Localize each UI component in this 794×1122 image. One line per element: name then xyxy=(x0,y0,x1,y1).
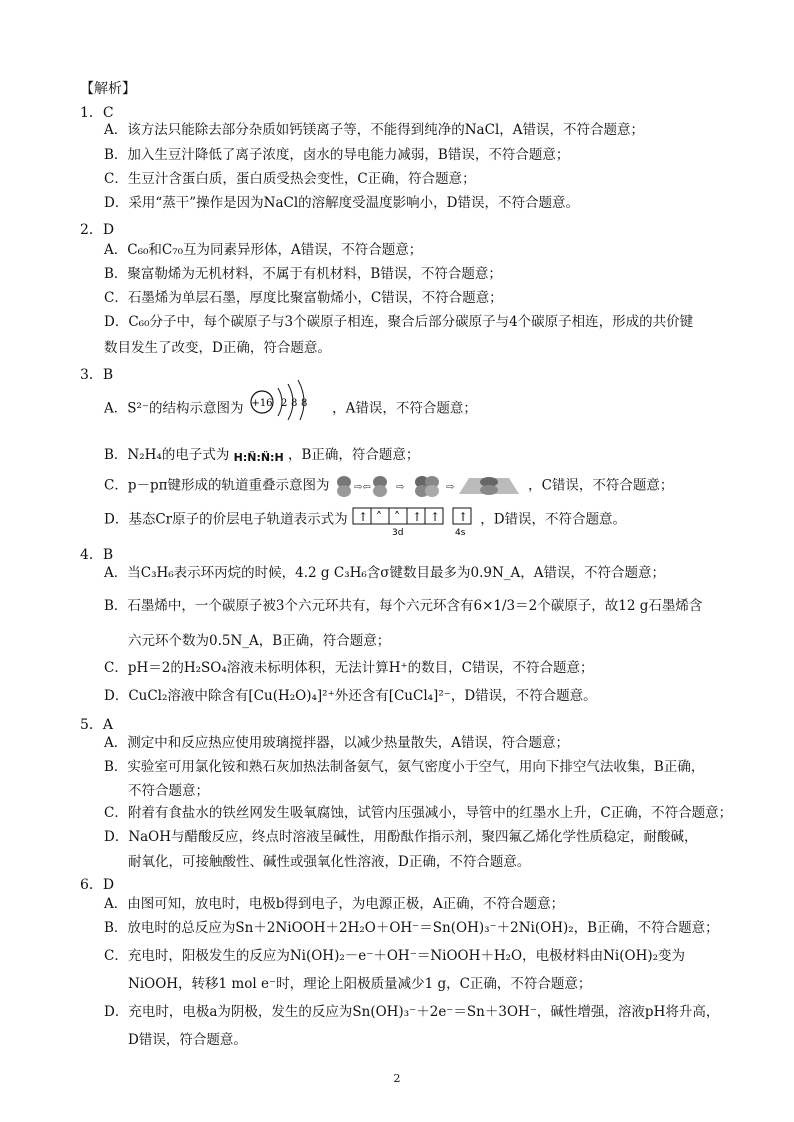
q6-option-c-continued: NiOOH，转移1 mol e⁻时，理论上阳极质量减少1 g，C正确，不符合题意； xyxy=(128,976,592,992)
q2-option-c: C．石墨烯为单层石墨，厚度比聚富勒烯小，C错误，不符合题意； xyxy=(104,290,503,306)
question-3-number: 3．B xyxy=(80,367,114,383)
q2-option-d: D．C₆₀分子中，每个碳原子与3个碳原子相连，聚合后部分碳原子与4个碳原子相连，形成的共价键数目发生了改变，D正确，符合题意。 xyxy=(104,314,694,356)
q3-option-d xyxy=(104,503,626,537)
arrow-icon: ⇨ xyxy=(445,482,455,493)
q6-option-d-continued: D错误，符合题意。 xyxy=(128,1032,247,1048)
q1-option-c: C．生豆汁含蛋白质，蛋白质受热会变性，C正确，符合题意； xyxy=(104,171,476,187)
4s-label: 4s xyxy=(454,528,466,537)
3d-label: 3d xyxy=(391,528,404,537)
q6-option-a: A．由图可知，放电时，电极b得到电子，为电源正极，A正确，不符合题意； xyxy=(104,896,565,912)
hydrazine-electron-formula: H:N̈:N̈:H xyxy=(233,451,284,464)
q3-option-a-text: A．S²⁻的结构示意图为 xyxy=(104,400,244,417)
q4-option-a: A．当C₃H₆表示环丙烷的时候，4.2 g C₃H₆含σ键数目最多为0.9N_A，A错误，不符合题意； xyxy=(104,565,666,581)
q6-option-b: B．放电时的总反应为Sn＋2NiOOH＋2H₂O＋OH⁻＝Sn(OH)₃⁻＋2Ni(OH)₂，B正确，不符合题意； xyxy=(104,920,719,936)
q5-option-b: B．实验室可用氯化铵和熟石灰加热法制备氨气，氨气密度小于空气，用向下排空气法收集，B正确， xyxy=(104,759,705,775)
q1-option-b: B．加入生豆汁降低了离子浓度，卤水的导电能力减弱，B错误，不符合题意； xyxy=(104,147,570,163)
svg-text:↑: ↑ xyxy=(429,510,440,524)
q3-option-c-text: C．p－pπ键形成的轨道重叠示意图为 xyxy=(104,477,330,494)
shell-1-count: 2 xyxy=(280,398,288,409)
question-6-number: 6．D xyxy=(80,877,115,893)
arrow-icon: ⇨ xyxy=(395,482,405,493)
svg-text:↑: ↑ xyxy=(411,510,422,524)
section-heading: 【解析】 xyxy=(80,81,136,97)
q3-option-c-tail: ，C错误，不符合题意； xyxy=(528,477,674,494)
q4-option-d: D．CuCl₂溶液中除含有[Cu(H₂O)₄]²⁺外还含有[CuCl₄]²⁻，D错误，不符合题意。 xyxy=(104,688,597,704)
q5-option-a: A．测定中和反应热应使用玻璃搅拌器，以减少热量散失，A错误，符合题意； xyxy=(104,735,569,751)
q3-option-b-text: B．N₂H₄的电子式为 xyxy=(104,447,230,463)
q4-option-c: C．pH＝2的H₂SO₄溶液未标明体积，无法计算H⁺的数目，C错误，不符合题意； xyxy=(104,660,594,676)
q3-option-a xyxy=(104,398,477,420)
q5-option-c: C．附着有食盐水的铁丝网发生吸氧腐蚀，试管内压强减小，导管中的红墨水上升，C正确，不符合题意； xyxy=(104,805,733,821)
p-p-pi-overlap-diagram xyxy=(334,474,524,498)
q3-option-d-text: D．基态Cr原子的价层电子轨道表示式为 xyxy=(104,511,348,528)
q6-option-c: C．充电时，阳极发生的反应为Ni(OH)₂－e⁻＋OH⁻＝NiOOH＋H₂O，电极材料由Ni(OH)₂变为 xyxy=(104,948,686,964)
q5-option-d: D．NaOH与醋酸反应，终点时溶液呈碱性，用酚酞作指示剂，聚四氟乙烯化学性质稳定，耐酸碱， xyxy=(104,829,698,845)
svg-text:↑: ↑ xyxy=(357,510,368,524)
question-2-number: 2．D xyxy=(80,222,115,238)
q3-option-b-tail: ，B正确，符合题意； xyxy=(287,447,420,463)
q3-option-d-tail: ，D错误，不符合题意。 xyxy=(480,511,627,528)
question-1-number: 1．C xyxy=(80,105,114,121)
question-4-number: 4．B xyxy=(80,547,114,563)
svg-text:˄: ˄ xyxy=(393,510,400,524)
sulfide-ion-structure-diagram xyxy=(248,378,328,420)
chromium-orbital-diagram xyxy=(352,507,476,537)
q4-option-b-continued: 六元环个数为0.5N_A，B正确，符合题意； xyxy=(128,633,391,649)
q1-option-d: D．采用“蒸干”操作是因为NaCl的溶解度受温度影响小，D错误，不符合题意。 xyxy=(104,195,579,211)
q3-option-b xyxy=(104,445,419,466)
nucleus-label: +16 xyxy=(251,398,273,409)
shell-3-count: 8 xyxy=(300,398,308,409)
arrow-icon: ⇨⇦ xyxy=(353,482,371,493)
page-number: 2 xyxy=(393,1072,401,1085)
question-5-number: 5．A xyxy=(80,717,114,733)
q5-option-b-continued: 不符合题意； xyxy=(128,783,209,799)
svg-text:↑: ↑ xyxy=(457,510,468,524)
q2-option-b: B．聚富勒烯为无机材料，不属于有机材料，B错误，不符合题意； xyxy=(104,266,502,282)
shell-2-count: 8 xyxy=(290,398,298,409)
q3-option-a-tail: ，A错误，不符合题意； xyxy=(332,400,477,417)
q1-option-a: A．该方法只能除去部分杂质如钙镁离子等，不能得到纯净的NaCl，A错误，不符合题意； xyxy=(104,122,645,138)
q2-option-a: A．C₆₀和C₇₀互为同素异形体，A错误，不符合题意； xyxy=(104,242,423,258)
q6-option-d: D．充电时，电极a为阴极，发生的反应为Sn(OH)₃⁻＋2e⁻＝Sn＋3OH⁻，碱性增强，溶液pH将升高， xyxy=(104,1004,720,1020)
svg-text:˄: ˄ xyxy=(375,510,382,524)
q3-option-c xyxy=(104,474,673,498)
q5-option-d-continued: 耐氧化，可接触酸性、碱性或强氧化性溶液，D正确，不符合题意。 xyxy=(128,854,531,870)
q4-option-b: B．石墨烯中，一个碳原子被3个六元环共有，每个六元环含有6×1/3＝2个碳原子，故12 g石墨烯含 xyxy=(104,598,703,614)
